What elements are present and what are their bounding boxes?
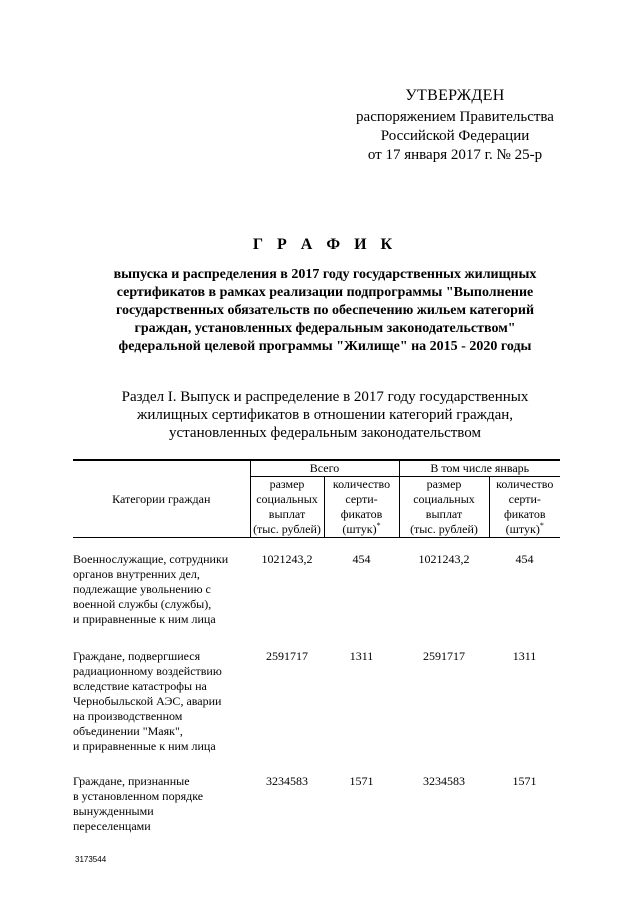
row-category: Граждане, признанные в установленном порядке вынужденными переселенцами: [73, 774, 204, 833]
header-jan-payments: размер социальных выплат (тыс. рублей): [399, 477, 489, 538]
title-line: государственных обязательств по обеспечению жильем категорий: [115, 303, 535, 318]
cell-jan-payments: 1021243,2: [418, 552, 470, 566]
section-line: жилищных сертификатов в отношении категорий граждан,: [136, 407, 514, 423]
table-row: [73, 649, 560, 754]
header-group-january: В том числе январь: [399, 460, 560, 477]
header-group-total: Всего: [250, 460, 399, 477]
cell-total-count: 1311: [349, 649, 374, 663]
approval-line: распоряжением Правительства: [356, 109, 554, 125]
header-category: Категории граждан: [73, 460, 250, 538]
cell-jan-payments: 2591717: [423, 649, 465, 663]
approval-date-line: от 17 января 2017 г. № 25-р: [367, 147, 543, 163]
distribution-table: [73, 459, 560, 834]
title-line: федеральной целевой программы "Жилище" на 2015 - 2020 годы: [118, 339, 532, 354]
title-line: граждан, установленных федеральным законодательством": [134, 321, 516, 336]
row-category: Граждане, подвергшиеся радиационному воздействию вследствие катастрофы на Чернобыльской АЭС, аварии на производственном объединении "Маяк", и приравненные к ним лица: [73, 649, 222, 753]
section-heading: [70, 388, 580, 442]
table-row: [73, 774, 560, 834]
header-jan-count: количество серти- фикатов (штук)*: [489, 477, 560, 538]
title-line: сертификатов в рамках реализации подпрограммы "Выполнение: [116, 285, 534, 300]
cell-jan-count: 1571: [512, 774, 537, 788]
section-line: установленных федеральным законодательством: [169, 425, 481, 441]
header-total-count: количество серти- фикатов (штук)*: [324, 477, 399, 538]
title-subtitle: [60, 266, 590, 356]
cell-jan-count: 1311: [512, 649, 537, 663]
cell-total-count: 454: [352, 552, 371, 566]
cell-total-count: 1571: [349, 774, 374, 788]
title-main: Г Р А Ф И К: [252, 236, 398, 253]
cell-total-payments: 2591717: [266, 649, 308, 663]
header-total-payments: размер социальных выплат (тыс. рублей): [250, 477, 324, 538]
cell-total-payments: 3234583: [266, 774, 308, 788]
cell-jan-payments: 3234583: [423, 774, 465, 788]
footnote-mark: *: [539, 521, 544, 530]
footnote-mark: *: [376, 521, 381, 530]
approval-line: Российской Федерации: [380, 128, 530, 144]
approval-heading: УТВЕРЖДЕН: [405, 87, 505, 104]
row-category: Военнослужащие, сотрудники органов внутренних дел, подлежащие увольнению с военной службы (службы), и приравненные к ним лица: [73, 552, 229, 626]
cell-total-payments: 1021243,2: [261, 552, 313, 566]
document-title: [60, 236, 590, 356]
approval-block: [330, 86, 580, 165]
section-line: Раздел I. Выпуск и распределение в 2017 году государственных: [121, 389, 529, 405]
cell-jan-count: 454: [515, 552, 534, 566]
title-line: выпуска и распределения в 2017 году государственных жилищных: [113, 267, 537, 282]
document-code: 3173544: [75, 855, 107, 864]
table-row: [73, 552, 560, 627]
